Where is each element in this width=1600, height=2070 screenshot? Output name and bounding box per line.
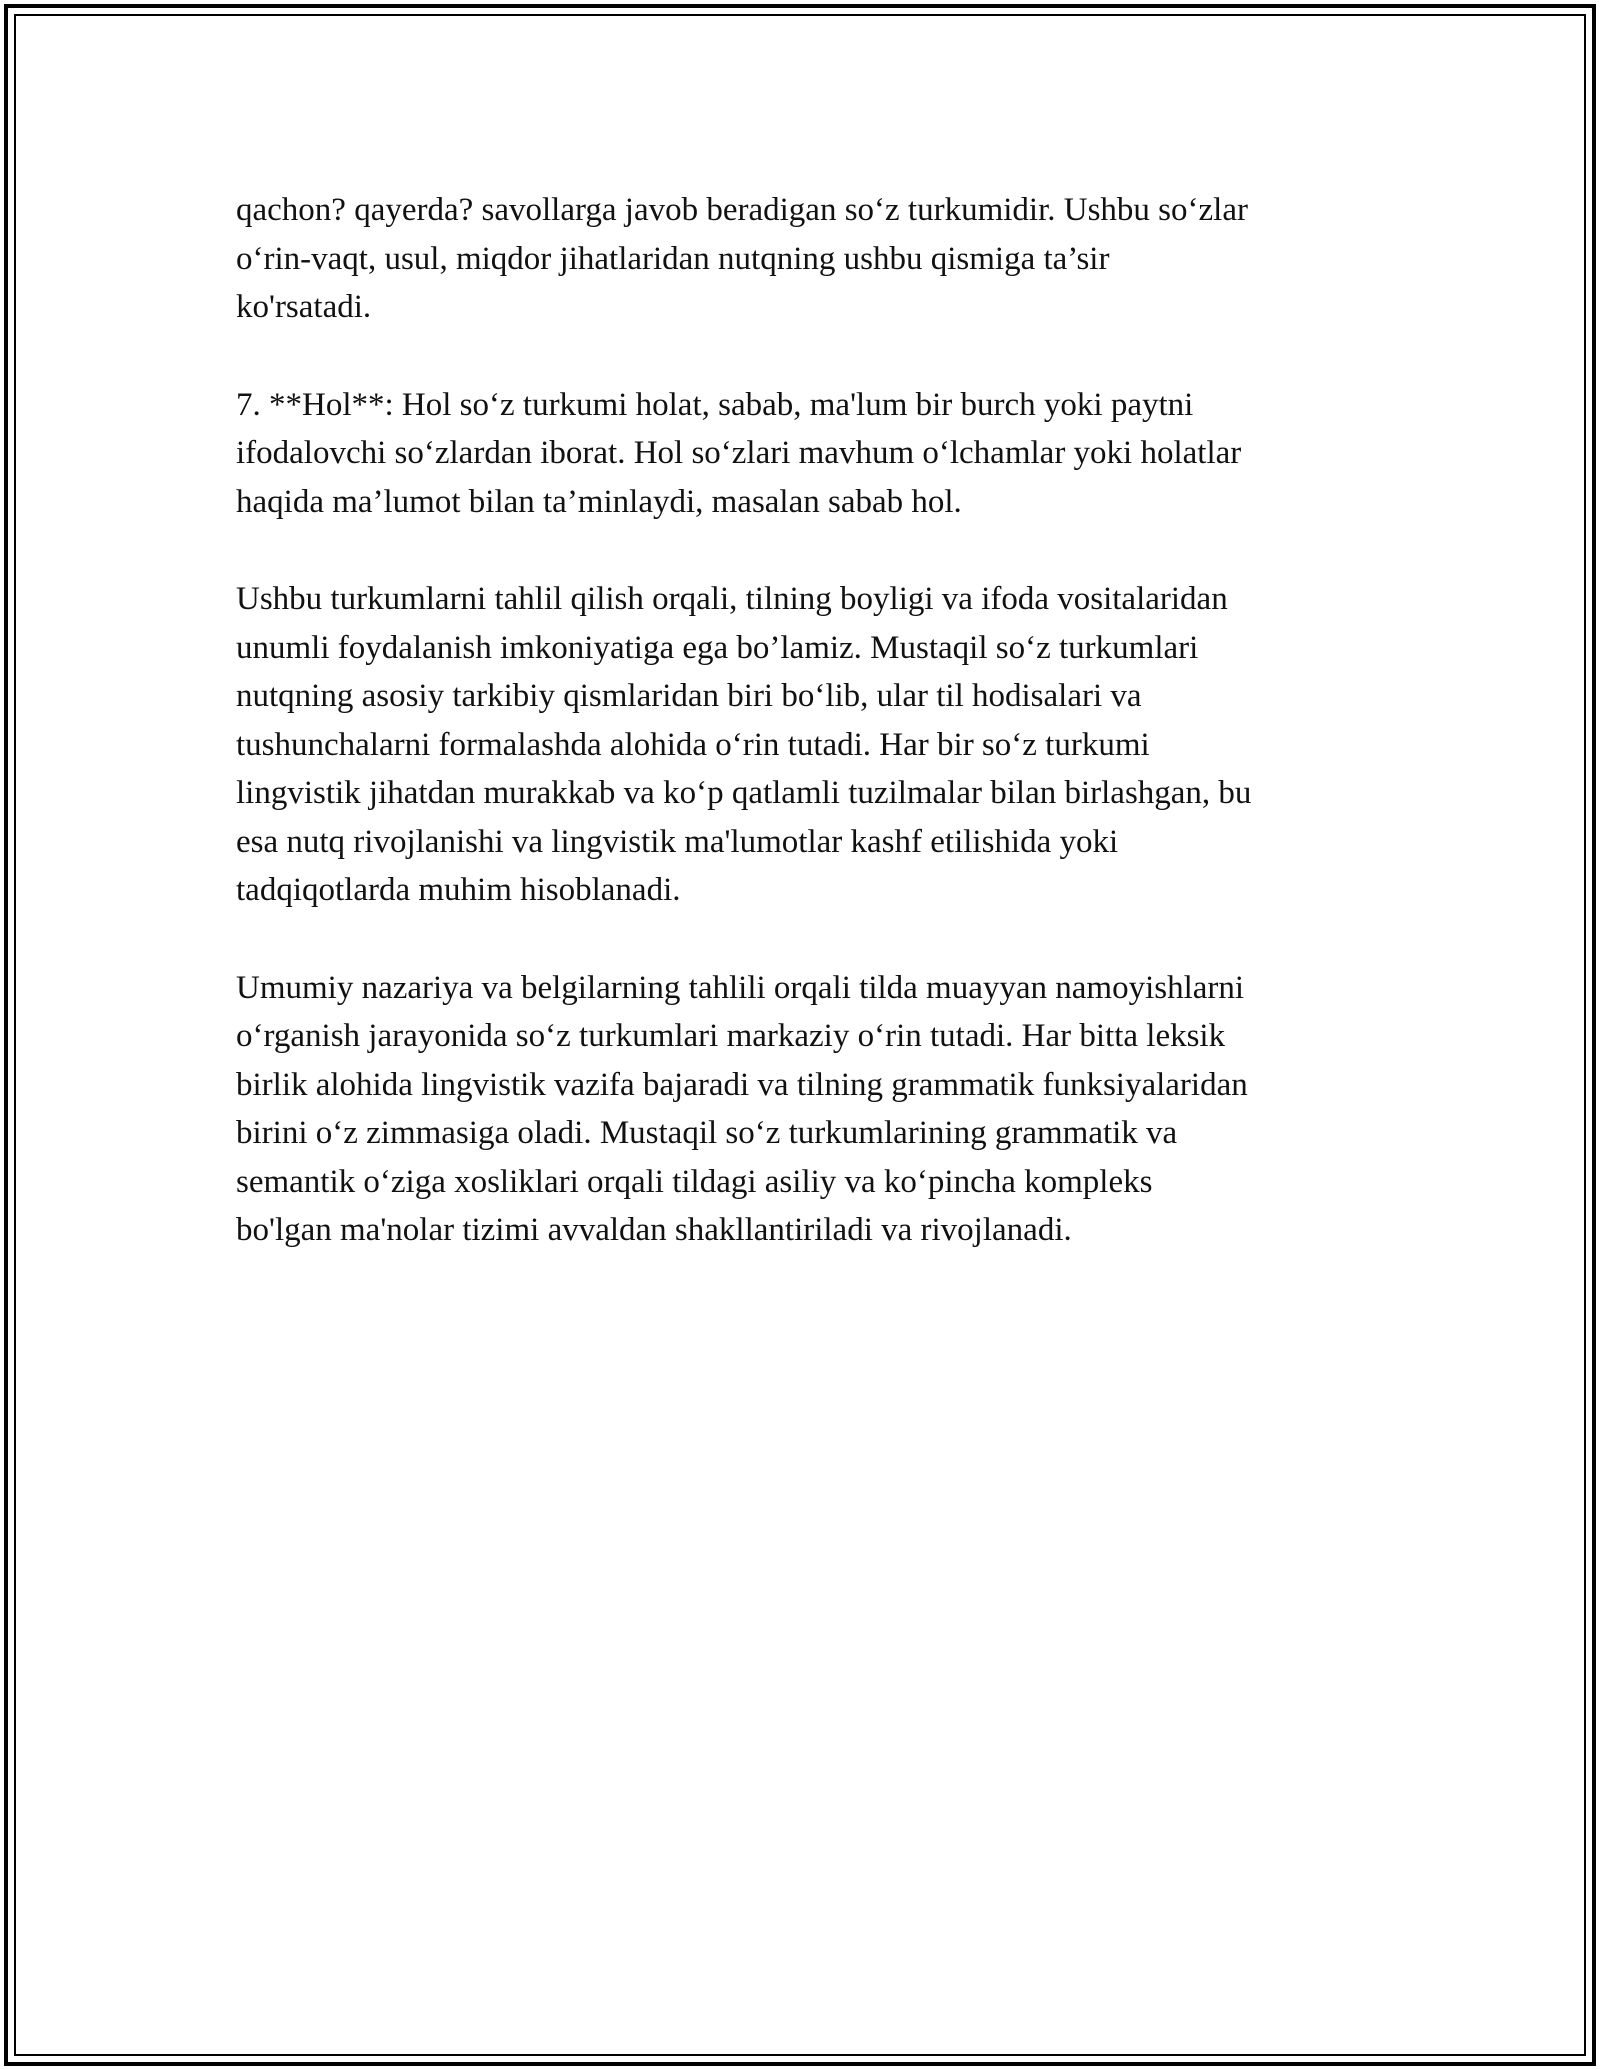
text-line: nutqning asosiy tarkibiy qismlaridan biri bo‘lib, ular til hodisalari va xyxy=(236,678,1142,714)
text-line: tushunchalarni formalashda alohida o‘rin tutadi. Har bir so‘z turkumi xyxy=(236,726,1150,763)
paragraph-adverb-continuation xyxy=(236,186,1376,332)
paragraph-general-theory xyxy=(236,964,1376,1255)
text-line: Umumiy nazariya va belgilarning tahlili orqali tilda muayyan namoyishlarni xyxy=(236,969,1245,1006)
text-line: 7. **Hol**: Hol so‘z turkumi holat, sabab, ma'lum bir burch yoki paytni xyxy=(236,386,1194,423)
document-body xyxy=(236,186,1376,1304)
text-line: o‘rganish jarayonida so‘z turkumlari markaziy o‘rin tutadi. Har bitta leksik xyxy=(236,1018,1226,1054)
paragraph-hol xyxy=(236,381,1376,527)
text-line: ko'rsatadi. xyxy=(236,289,372,325)
text-line: ifodalovchi so‘zlardan iborat. Hol so‘zlari mavhum o‘lchamlar yoki holatlar xyxy=(236,435,1242,471)
text-line: unumli foydalanish imkoniyatiga ega bo’lamiz. Mustaqil so‘z turkumlari xyxy=(236,629,1199,666)
text-line: semantik o‘ziga xosliklari orqali tildagi asiliy va ko‘pincha kompleks xyxy=(236,1163,1153,1200)
text-line: esa nutq rivojlanishi va lingvistik ma'lumotlar kashf etilishida yoki xyxy=(236,823,1119,860)
text-line: birlik alohida lingvistik vazifa bajaradi va tilning grammatik funksiyalaridan xyxy=(236,1066,1248,1103)
text-line: lingvistik jihatdan murakkab va ko‘p qatlamli tuzilmalar bilan birlashgan, bu xyxy=(236,775,1252,811)
text-line: haqida ma’lumot bilan ta’minlaydi, masalan sabab hol. xyxy=(236,483,962,520)
text-line: birini o‘z zimmasiga oladi. Mustaqil so‘z turkumlarining grammatik va xyxy=(236,1115,1178,1151)
text-line: bo'lgan ma'nolar tizimi avvaldan shakllantiriladi va rivojlanadi. xyxy=(236,1212,1072,1248)
text-line: qachon? qayerda? savollarga javob beradigan so‘z turkumidir. Ushbu so‘zlar xyxy=(236,192,1248,228)
text-line: Ushbu turkumlarni tahlil qilish orqali, tilning boyligi va ifoda vositalaridan xyxy=(236,581,1228,617)
text-line: o‘rin-vaqt, usul, miqdor jihatlaridan nutqning ushbu qismiga ta’sir xyxy=(236,240,1110,277)
text-line: tadqiqotlarda muhim hisoblanadi. xyxy=(236,872,681,908)
paragraph-analysis xyxy=(236,575,1376,915)
